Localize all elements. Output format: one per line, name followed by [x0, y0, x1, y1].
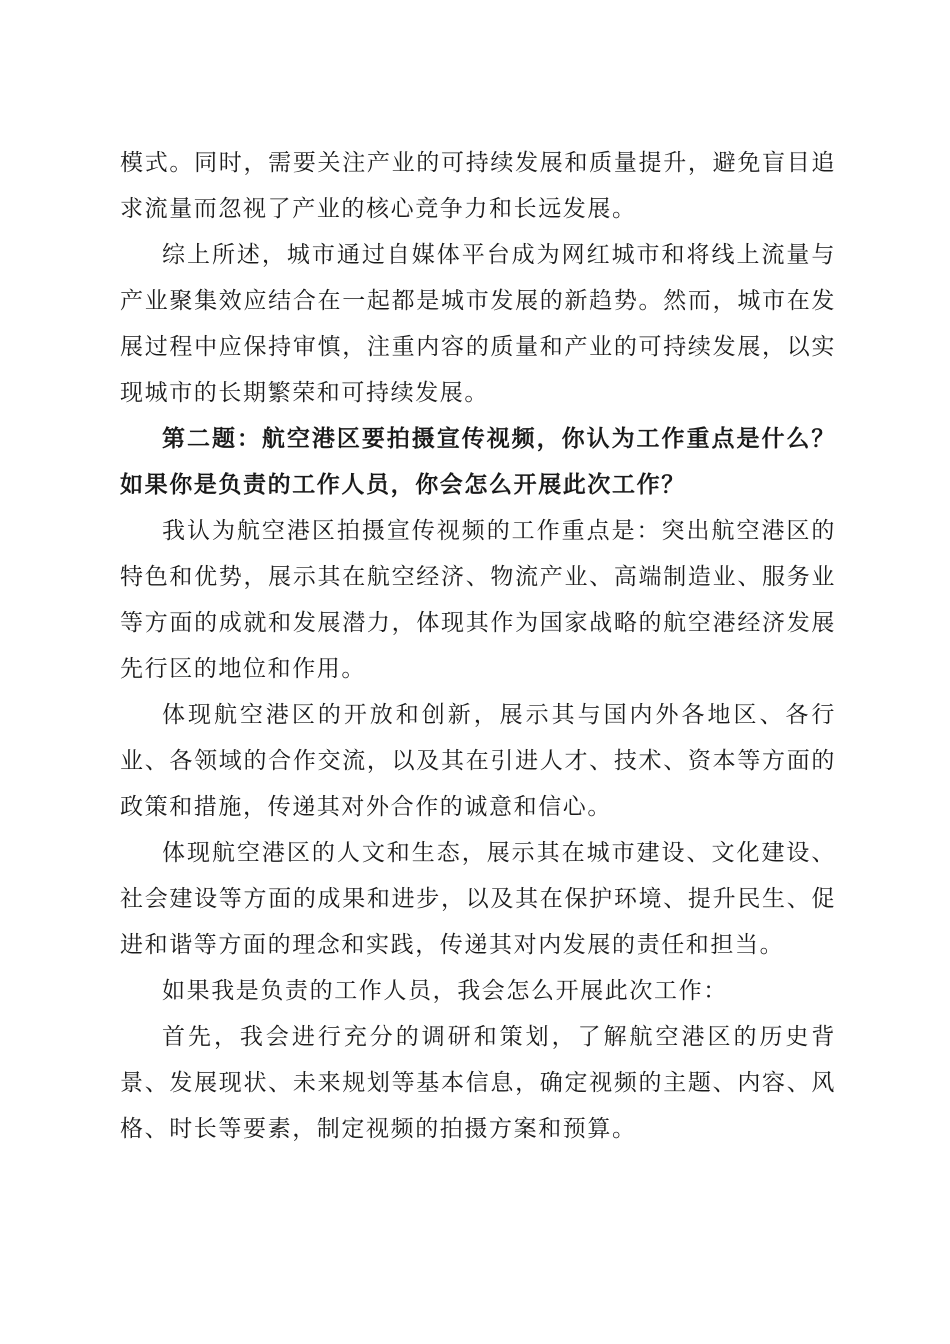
- paragraph-continued: 模式。同时，需要关注产业的可持续发展和质量提升，避免盲目追求流量而忽视了产业的核心竞争力和长远发展。: [120, 150, 836, 222]
- paragraph-first-step: 首先，我会进行充分的调研和策划，了解航空港区的历史背景、发展现状、未来规划等基本信息，确定视频的主题、内容、风格、时长等要素，制定视频的拍摄方案和预算。: [120, 1024, 836, 1142]
- paragraph-summary: 综上所述，城市通过自媒体平台成为网红城市和将线上流量与产业聚集效应结合在一起都是城市发展的新趋势。然而，城市在发展过程中应保持审慎，注重内容的质量和产业的可持续发展，以实现城市的长期繁荣和可持续发展。: [120, 242, 836, 406]
- question-heading: 第二题：航空港区要拍摄宣传视频，你认为工作重点是什么？如果你是负责的工作人员，你会怎么开展此次工作？: [120, 425, 836, 498]
- paragraph-openness: 体现航空港区的开放和创新，展示其与国内外各地区、各行业、各领域的合作交流，以及其在引进人才、技术、资本等方面的政策和措施，传递其对外合作的诚意和信心。: [120, 702, 836, 820]
- paragraph-focus: 我认为航空港区拍摄宣传视频的工作重点是：突出航空港区的特色和优势，展示其在航空经济、物流产业、高端制造业、服务业等方面的成就和发展潜力，体现其作为国家战略的航空港经济发展先行区的地位和作用。: [120, 518, 836, 682]
- document-body: [120, 140, 836, 1152]
- paragraph-culture-ecology: 体现航空港区的人文和生态，展示其在城市建设、文化建设、社会建设等方面的成果和进步，以及其在保护环境、提升民生、促进和谐等方面的理念和实践，传递其对内发展的责任和担当。: [120, 840, 836, 958]
- paragraph-approach-intro: 如果我是负责的工作人员，我会怎么开展此次工作：: [162, 978, 728, 1004]
